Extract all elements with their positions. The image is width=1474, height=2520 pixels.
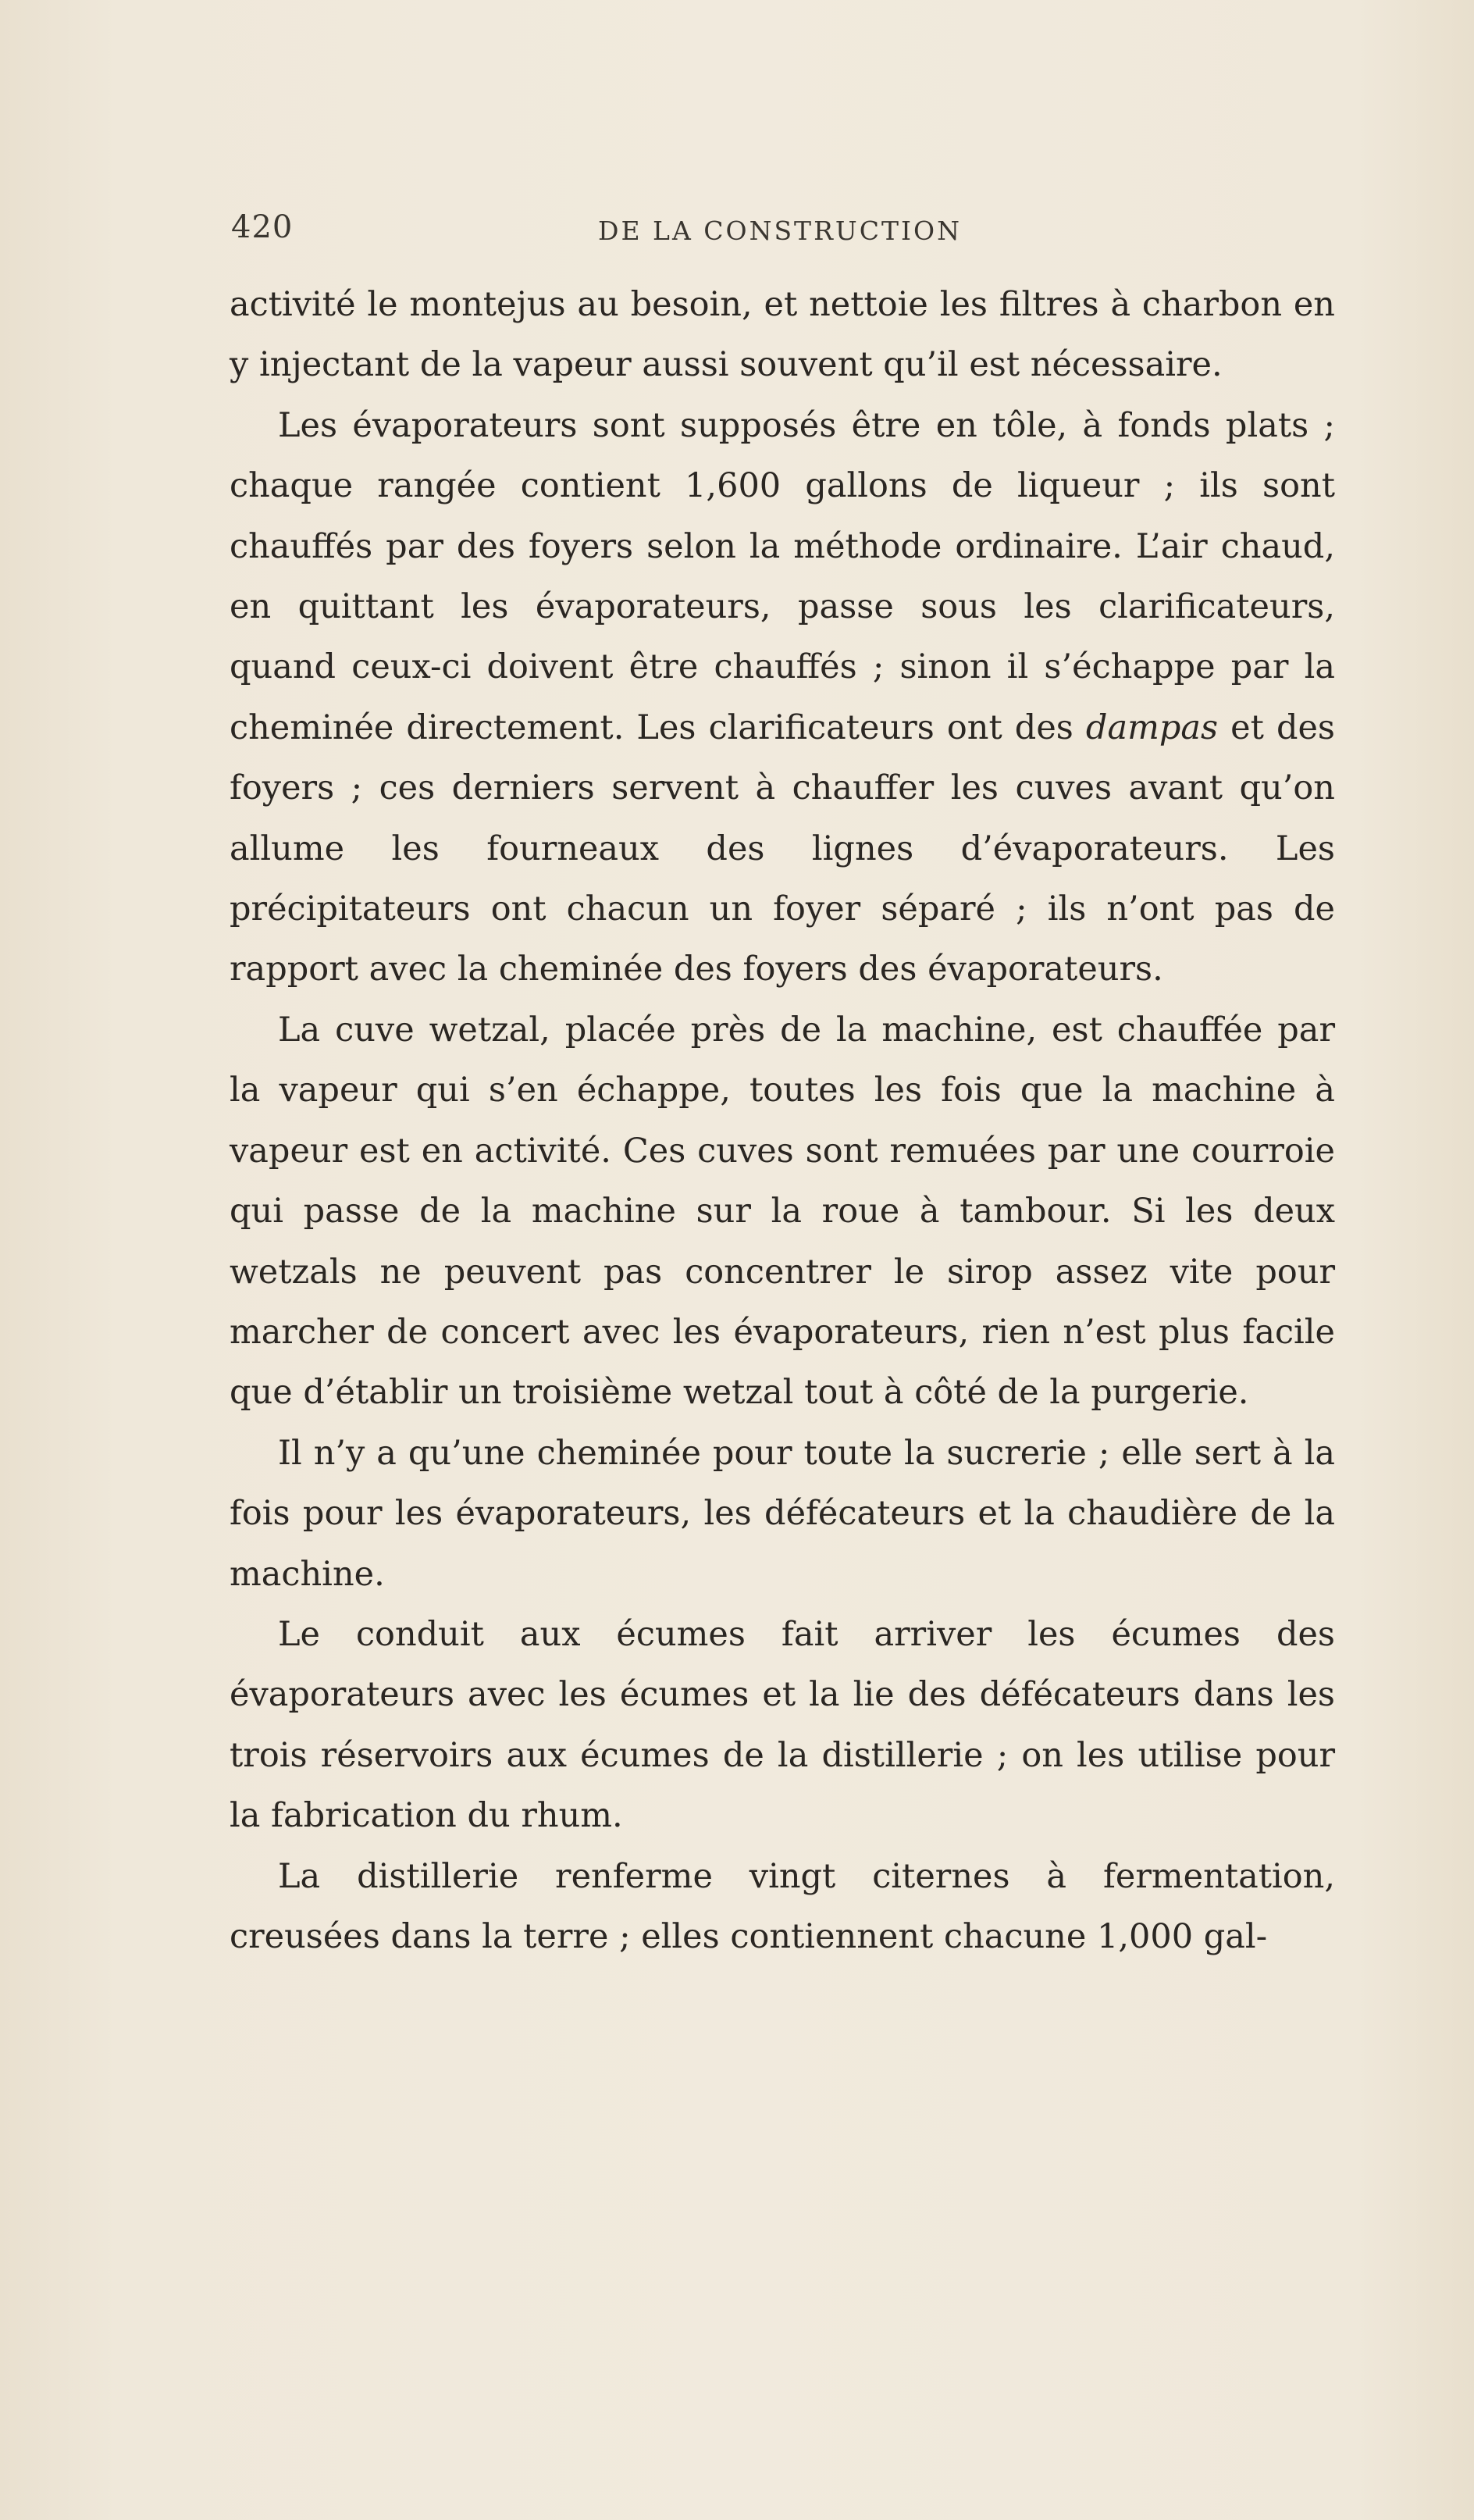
running-head: DE LA CONSTRUCTION (598, 216, 962, 246)
page-number: 420 (231, 209, 294, 245)
page-header (231, 209, 1340, 256)
paragraph (230, 396, 1335, 1000)
paragraph: Le conduit aux écumes fait arriver les écumes des évaporateurs avec les écumes et la lie des défécateurs dans les trois réservoirs aux écumes de la distillerie ; on les utilise pour la fabrication du rhum. (230, 1614, 1335, 1836)
paragraph: Il n’y a qu’une cheminée pour toute la sucrerie ; elle sert à la fois pour les évaporateurs, les défécateurs et la chaudière de la machine. (230, 1433, 1335, 1594)
paragraph-text: et des foyers ; ces derniers servent à chauffer les cuves avant qu’on allume les fourneaux des lignes d’évaporateurs. Les précipitateurs ont chacun un foyer séparé ; ils n’ont pas de rapport avec la cheminée des foyers des évaporateurs. (230, 708, 1336, 989)
paragraph-text: Les évaporateurs sont supposés être en tôle, à fonds plats ; chaque rangée contient 1,600 gallons de liqueur ; ils sont chauffés par des foyers selon la méthode ordinaire. L’air chaud, en quittant les évaporateurs, passe sous les clarificateurs, quand ceux-ci doivent être chauffés ; sinon il s’échappe par la cheminée directement. Les clarificateurs ont des (230, 405, 1335, 747)
paragraph: activité le montejus au besoin, et nettoie les filtres à charbon en y injectant de la vapeur aussi souvent qu’il est nécessaire. (230, 285, 1335, 385)
italic-term: dampas (1085, 708, 1219, 747)
paragraph: La cuve wetzal, placée près de la machine, est chauffée par la vapeur qui s’en échappe, toutes les fois que la machine à vapeur est en activité. Ces cuves sont remuées par une courroie qui passe de la machine sur la roue à tambour. Si les deux wetzals ne peuvent pas concentrer le sirop assez vite pour marcher de concert avec les évaporateurs, rien n’est plus facile que d’établir un troisième wetzal tout à côté de la purgerie. (230, 1010, 1335, 1413)
paragraph: La distillerie renferme vingt citernes à fermentation, creusées dans la terre ; elles contiennent chacune 1,000 gal- (230, 1856, 1335, 1956)
body-text (230, 275, 1335, 1967)
